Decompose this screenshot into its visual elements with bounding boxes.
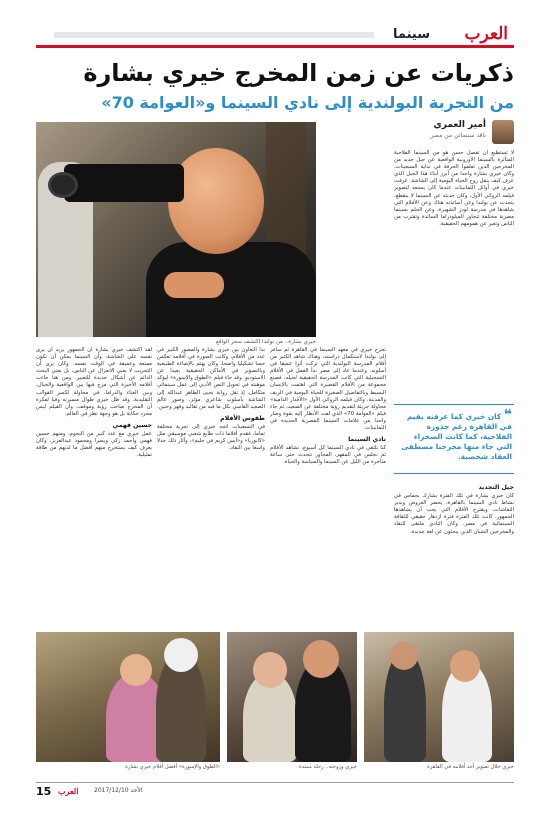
author-box <box>396 120 514 146</box>
section-label: سينما <box>393 27 430 42</box>
section-bar <box>54 32 374 38</box>
newspaper-logo: العرب <box>464 24 508 44</box>
footer-logo: العرب <box>58 786 79 796</box>
photo-figure-head <box>390 642 418 670</box>
photo-figure-head <box>120 654 152 686</box>
subheading: نادي السينما <box>348 436 386 444</box>
photo-director-head <box>168 148 264 254</box>
bottom-photo-2 <box>227 632 357 762</box>
paragraph: عمل خيري مع عدد كبير من النجوم، ومنهم حسين فهمي وأحمد زكي ويسرا ومحمود عبدالعزيز، وكان يعرف كيف يستخرج منهم أفضل ما لديهم من طاقة تمثيلية. <box>36 431 152 459</box>
article-column-right-bottom <box>394 480 514 626</box>
pull-quote <box>394 404 514 474</box>
article-column-right-top <box>394 150 514 402</box>
paragraph: كنا نلتقي في نادي السينما كل أسبوع، نشاهد الأفلام ثم نجلس في المقهى المجاور نتحدث حتى ساعة متأخرة من الليل عن السينما والسياسة والحياة. <box>270 445 386 466</box>
paragraph: بدأ التعاون بين خيري بشارة والمصور الكبير في عدد من الأفلام، وكانت الصورة في أفلامه تعكس حسا تشكيليا واضحا، وكان يهتم بالإضاءة الطبيعية وبالتصوير في الأماكن الحقيقية بعيدا عن الاستوديو. وقد جاء فيلم «الطوق والإسورة» ليؤكد موهبته في تحويل النص الأدبي إلى عمل سينمائي متكامل، إذ نقل رواية يحيى الطاهر عبدالله إلى الشاشة بأسلوب شاعري مؤثر، وصور عالم الصعيد القاسي بكل ما فيه من تقاليد وقهر وحنين. <box>157 347 265 410</box>
subheading: حسين فهمي <box>112 421 152 429</box>
bottom-photo-2-caption: خيري وزوجته.. رحلة ممتدة <box>298 764 357 770</box>
video-camera-icon <box>64 164 184 202</box>
author-avatar <box>492 120 514 144</box>
paragraph: تخرج خيري في معهد السينما في القاهرة ثم سافر إلى بولندا لاستكمال دراسته، وهناك شاهد الكثير من أفلام المدرسة البولندية التي تركت أثرا عميقا في أسلوبه. وعندما عاد إلى مصر بدأ العمل في الأفلام التسجيلية التي كانت المدرسة الحقيقية لجيله، فصنع مجموعة من الأفلام القصيرة التي اهتمت بالإنسان البسيط وبالتفاصيل الصغيرة للحياة اليومية في الريف والمدينة. وكان فيلمه الروائي الأول «الأقدار الدامية» محاولة جريئة لتقديم رؤية مختلفة عن الصعيد، ثم جاء فيلم «العوامة 70» الذي لفت الأنظار إليه بقوة وصار واحدا من علامات السينما المصرية الجديدة في الثمانينات. <box>270 347 386 432</box>
author-role: ناقد سينمائي من مصر <box>430 132 486 139</box>
subheading: طقوس الأفلام <box>220 414 265 422</box>
main-photo-caption: خيري بشارة.. من بولندا اكتشف سحر الواقع <box>215 339 316 345</box>
photo-figure-head <box>164 638 198 672</box>
camera-lens <box>48 172 78 198</box>
photo-figure-head <box>253 652 287 688</box>
photo-figure-head <box>303 640 339 678</box>
photo-director-arm <box>164 272 224 298</box>
main-photo <box>36 122 316 337</box>
paragraph: في التسعينات اتجه خيري إلى تجربة مختلفة تماما، فقدم أفلاما ذات طابع شعبي موسيقي مثل «كابوريا» و«آيس كريم في جليم»، وأثار ذلك جدلا واسعا بين النقاد. <box>157 423 265 452</box>
footer-date: الأحد 2017/12/10 <box>94 787 143 794</box>
article-headline: ذكريات عن زمن المخرج خيري بشارة <box>83 59 514 87</box>
article-subhead: من التجربة البولندية إلى نادي السينما و«العوامة 70» <box>101 93 514 112</box>
paragraph: لقد اكتشف خيري بشارة أن الجمهور يريد أن يرى نفسه على الشاشة، وأن السينما يمكن أن تكون ممتعة وعميقة في الوقت نفسه. وكان يرى أن التجريب لا يعني الانعزال عن الناس، بل يعني البحث الدائم عن أشكال جديدة للتعبير. ومن هنا جاءت أفلامه الأخيرة التي مزج فيها بين الواقعية والخيال، وبين الغناء والدراما، في محاولة لكسر القوالب التقليدية. وقد ظل خيري طوال مسيرته وفيا لفكرة أن المخرج صاحب رؤية وموقف، وأن الفيلم ليس مجرد حكاية بل هو وجهة نظر في العالم. <box>36 347 152 417</box>
article-column-2 <box>270 347 386 625</box>
pull-quote-text: كان خيري كما عرفته يقيم في القاهرة رغم جذوره الفلاحية، كما كانت الصحراء التي جاء منها مخرجنا مصطفى العقاد شخصية. <box>401 412 512 461</box>
photo-figure-head <box>450 650 480 682</box>
paragraph: لا تستطيع أن تفصل حسن هو من السينما الفلاحية المتأثرة بالسينما الأوروبية الواقعية عن جيل جديد من المخرجين الذين تعلموا الحرفة في بداية السبعينات، وكان خيري بشارة واحدا من أبرز أبناء هذا الجيل الذي عرف كيف ينقل روح الحياة اليومية إلى الشاشة. عرفت خيري في أوائل الثمانينات عندما كان يستعد لتصوير فيلمه الروائي الأول، وكان حديثه عن السينما لا ينقطع، يتحدث عن بولندا وعن أساتذته هناك وعن الأفلام التي شاهدها في مدرسة لودز الشهيرة، وعن الحلم بسينما مصرية مختلفة تتجاوز الميلودراما السائدة وتقترب من الناس وتعبر عن همومهم الحقيقية. <box>394 150 514 227</box>
bottom-photo-1-caption: خيري خلال تصوير أحد أفلامه في القاهرة <box>427 764 514 770</box>
quote-mark-icon: ❝ <box>503 407 512 423</box>
bottom-photo-3 <box>36 632 220 762</box>
article-column-3 <box>157 347 265 625</box>
subheading: جيل التجديد <box>478 484 514 491</box>
article-column-4 <box>36 347 152 625</box>
author-name: أمير العمري <box>433 120 486 130</box>
masthead <box>36 22 514 48</box>
page-number: 15 <box>36 785 52 798</box>
bottom-photo-1 <box>364 632 514 762</box>
paragraph: كان خيري بشارة في تلك الفترة يشارك بحماس في نشاط نادي السينما بالقاهرة، يحضر العروض ويدير النقاشات، ويقترح الأفلام التي يجب أن يشاهدها الجمهور. كانت تلك الفترة فترة ازدهار حقيقي للثقافة السينمائية في مصر، وكان النادي ملتقى للنقاد والمخرجين الشبان الذين يبحثون عن لغة جديدة. <box>394 493 514 535</box>
bottom-photo-3-caption: «الطوق والإسورة» أفضل أفلام خيري بشارة <box>125 764 220 770</box>
page-footer <box>36 782 514 796</box>
